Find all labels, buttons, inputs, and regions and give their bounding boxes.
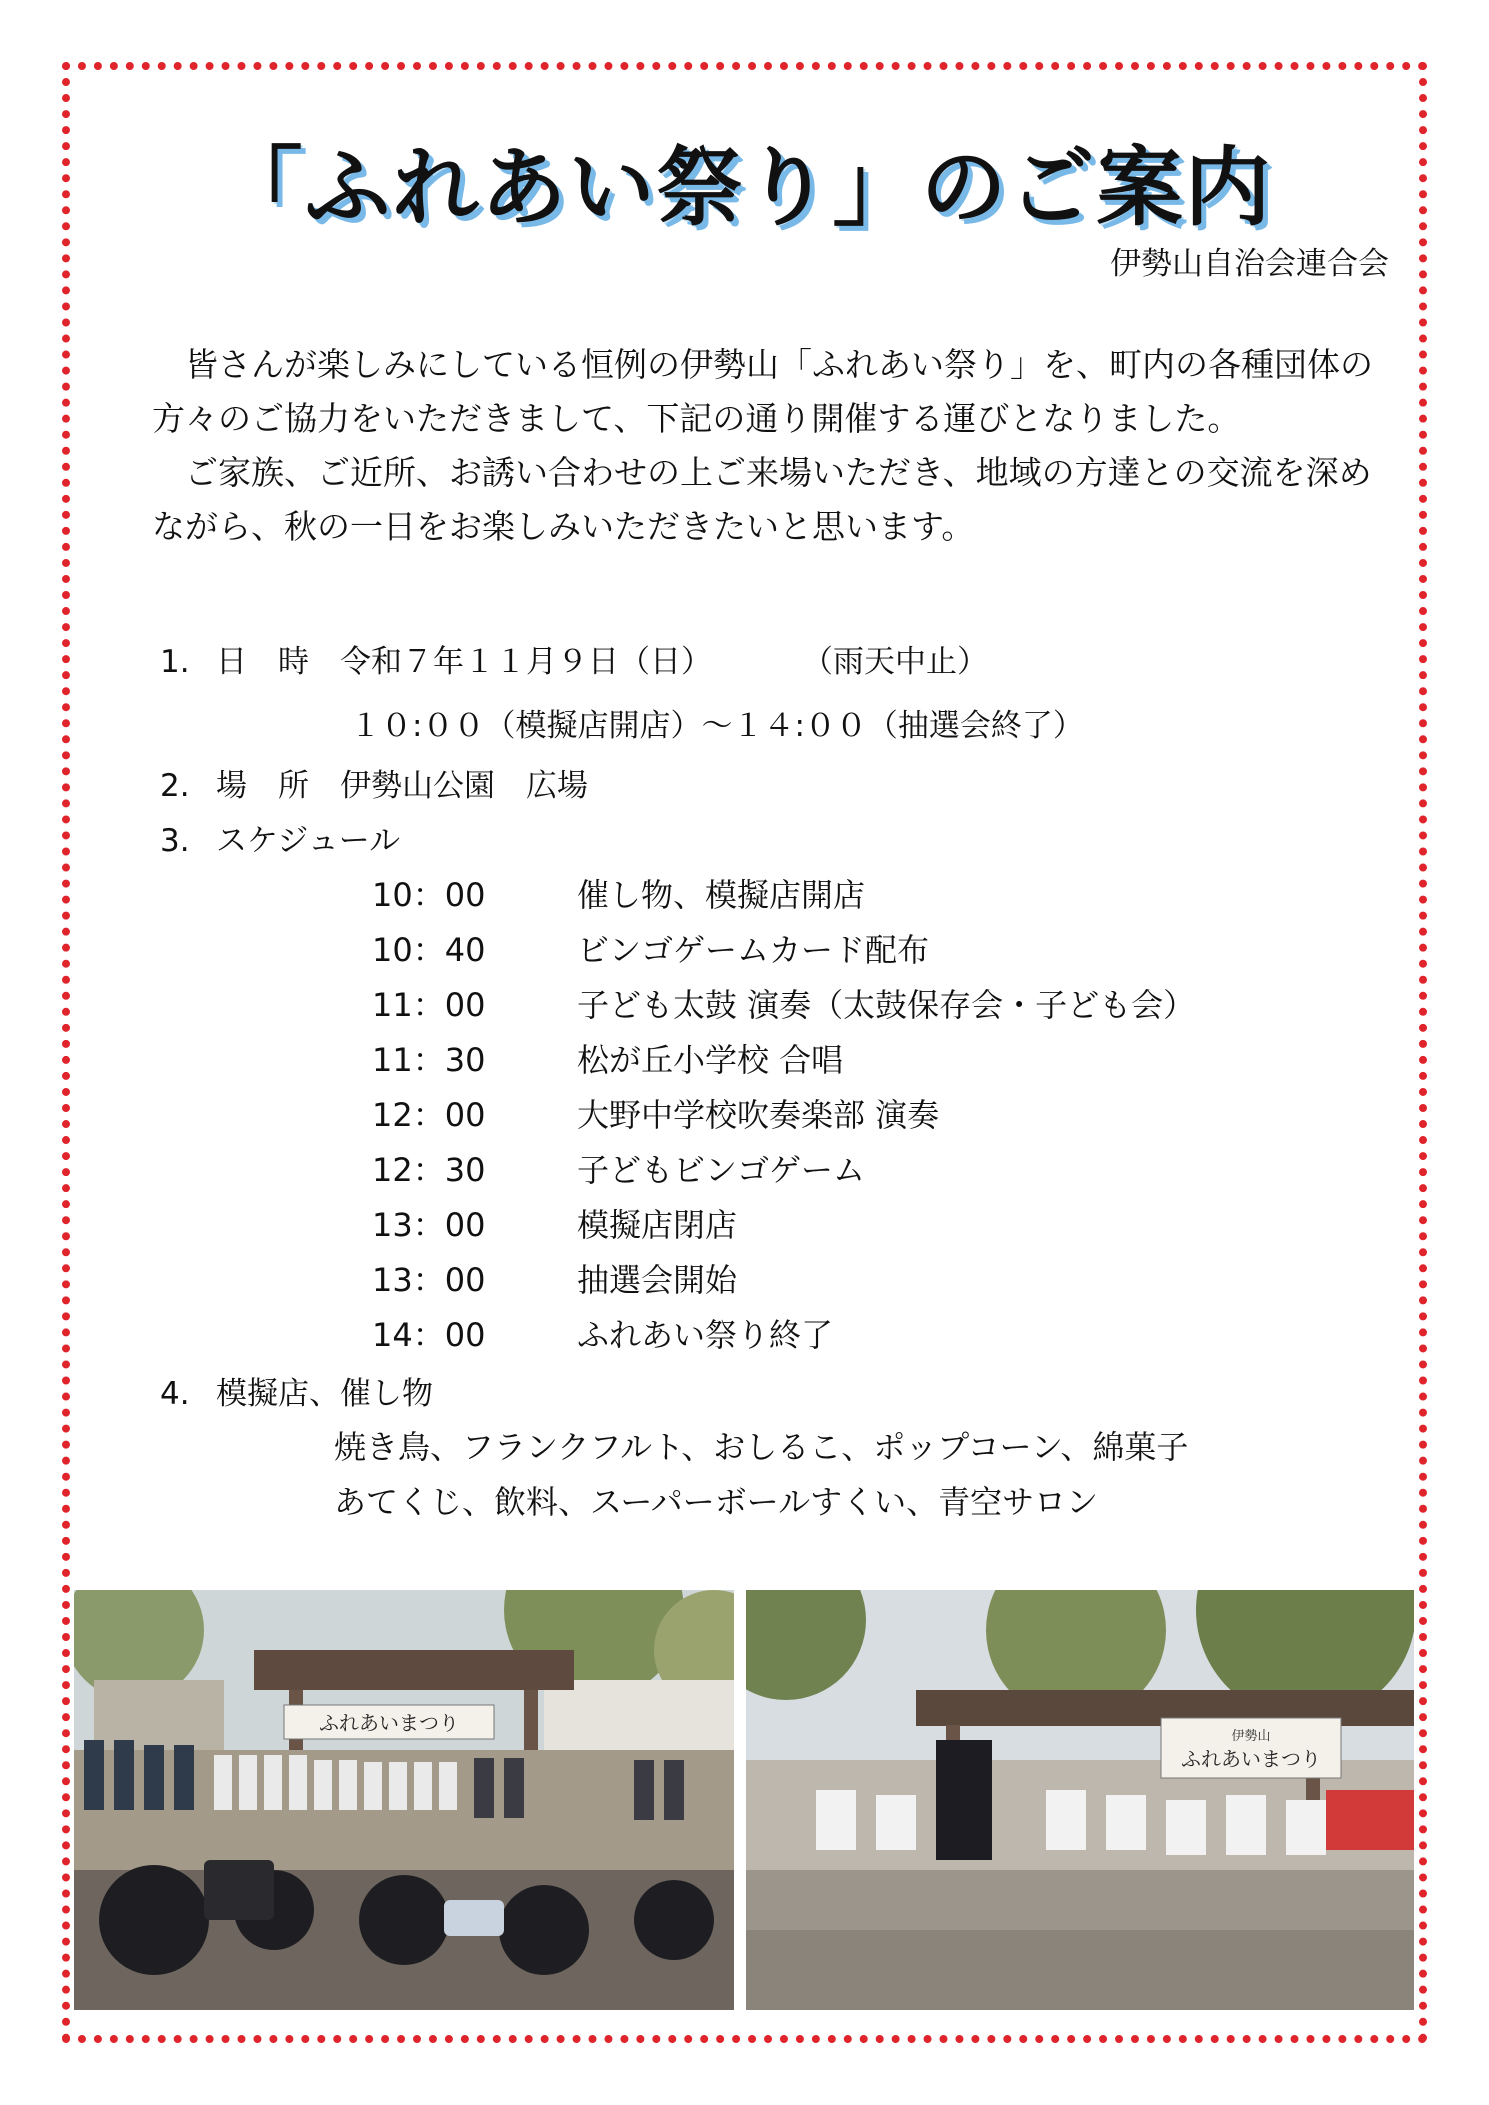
schedule-time: 14：00: [372, 1316, 486, 1354]
section-number: 4.: [160, 1376, 190, 1412]
brass-band-photo: [746, 1590, 1414, 2010]
section-number: 1.: [160, 644, 190, 680]
intro-paragraph-1: 皆さんが楽しみにしている恒例の伊勢山「ふれあい祭り」を、町内の各種団体の方々のご協力をいただきまして、下記の通り開催する運びとなりました。: [152, 345, 1373, 438]
left-banner-text: ふれあいまつり: [319, 1711, 459, 1735]
right-banner-text: ふれあいまつり: [1181, 1747, 1321, 1771]
schedule-time: 13：00: [372, 1206, 486, 1244]
schedule-row: [372, 1255, 737, 1309]
section-place: [160, 760, 588, 805]
schedule-label: スケジュール: [216, 823, 401, 859]
stalls-line-2: あてくじ、飲料、スーパーボールすくい、青空サロン: [334, 1483, 1099, 1521]
date-label: 日 時: [216, 644, 309, 680]
schedule-event: ビンゴゲームカード配布: [577, 931, 930, 969]
schedule-event: 大野中学校吹奏楽部 演奏: [577, 1096, 940, 1134]
place-value: 伊勢山公園 広場: [340, 768, 588, 804]
place-label: 場 所: [216, 768, 309, 804]
section-number: 2.: [160, 768, 190, 804]
schedule-row: [372, 980, 1195, 1034]
schedule-row: [372, 1200, 737, 1254]
schedule-time: 11：00: [372, 986, 486, 1024]
schedule-time: 12：30: [372, 1151, 486, 1189]
rain-note: （雨天中止）: [802, 644, 988, 680]
schedule-event: 抽選会開始: [577, 1261, 738, 1299]
schedule-row: [372, 1310, 833, 1364]
schedule-time: 11：30: [372, 1041, 486, 1079]
section-schedule: [160, 815, 400, 860]
schedule-row: [372, 925, 929, 979]
organizer: 伊勢山自治会連合会: [1110, 246, 1389, 282]
schedule-event: 松が丘小学校 合唱: [577, 1041, 844, 1079]
intro-paragraph-2: ご家族、ご近所、お誘い合わせの上ご来場いただき、地域の方達との交流を深めながら、秋の一日をお楽しみいただきたいと思います。: [152, 453, 1372, 546]
schedule-time: 12：00: [372, 1096, 486, 1134]
schedule-row: [372, 870, 865, 924]
date-value: 令和７年１１月９日（日）: [340, 644, 712, 680]
section-number: 3.: [160, 823, 190, 859]
stalls-line-1: 焼き鳥、フランクフルト、おしるこ、ポップコーン、綿菓子: [334, 1428, 1189, 1466]
schedule-time: 10：00: [372, 876, 486, 914]
page-title: 「ふれあい祭り」のご案内: [216, 138, 1273, 238]
choir-photo: [74, 1590, 734, 2010]
schedule-time: 10：40: [372, 931, 486, 969]
schedule-event: ふれあい祭り終了: [577, 1316, 834, 1354]
section-stalls: [160, 1368, 433, 1413]
schedule-event: 子どもビンゴゲーム: [577, 1151, 866, 1189]
schedule-event: 催し物、模擬店開店: [577, 876, 866, 914]
schedule-row: [372, 1090, 939, 1144]
stalls-label: 模擬店、催し物: [216, 1376, 433, 1412]
event-hours: １０:００（模擬店開店）～１４:００（抽選会終了）: [350, 708, 1084, 744]
schedule-event: 子ども太鼓 演奏（太鼓保存会・子ども会）: [577, 986, 1196, 1024]
section-date: [160, 636, 988, 681]
schedule-row: [372, 1035, 843, 1089]
intro-text: [152, 338, 1392, 554]
schedule-time: 13：00: [372, 1261, 486, 1299]
right-banner-small-text: 伊勢山: [1231, 1729, 1271, 1744]
schedule-event: 模擬店閉店: [577, 1206, 738, 1244]
schedule-row: [372, 1145, 865, 1199]
